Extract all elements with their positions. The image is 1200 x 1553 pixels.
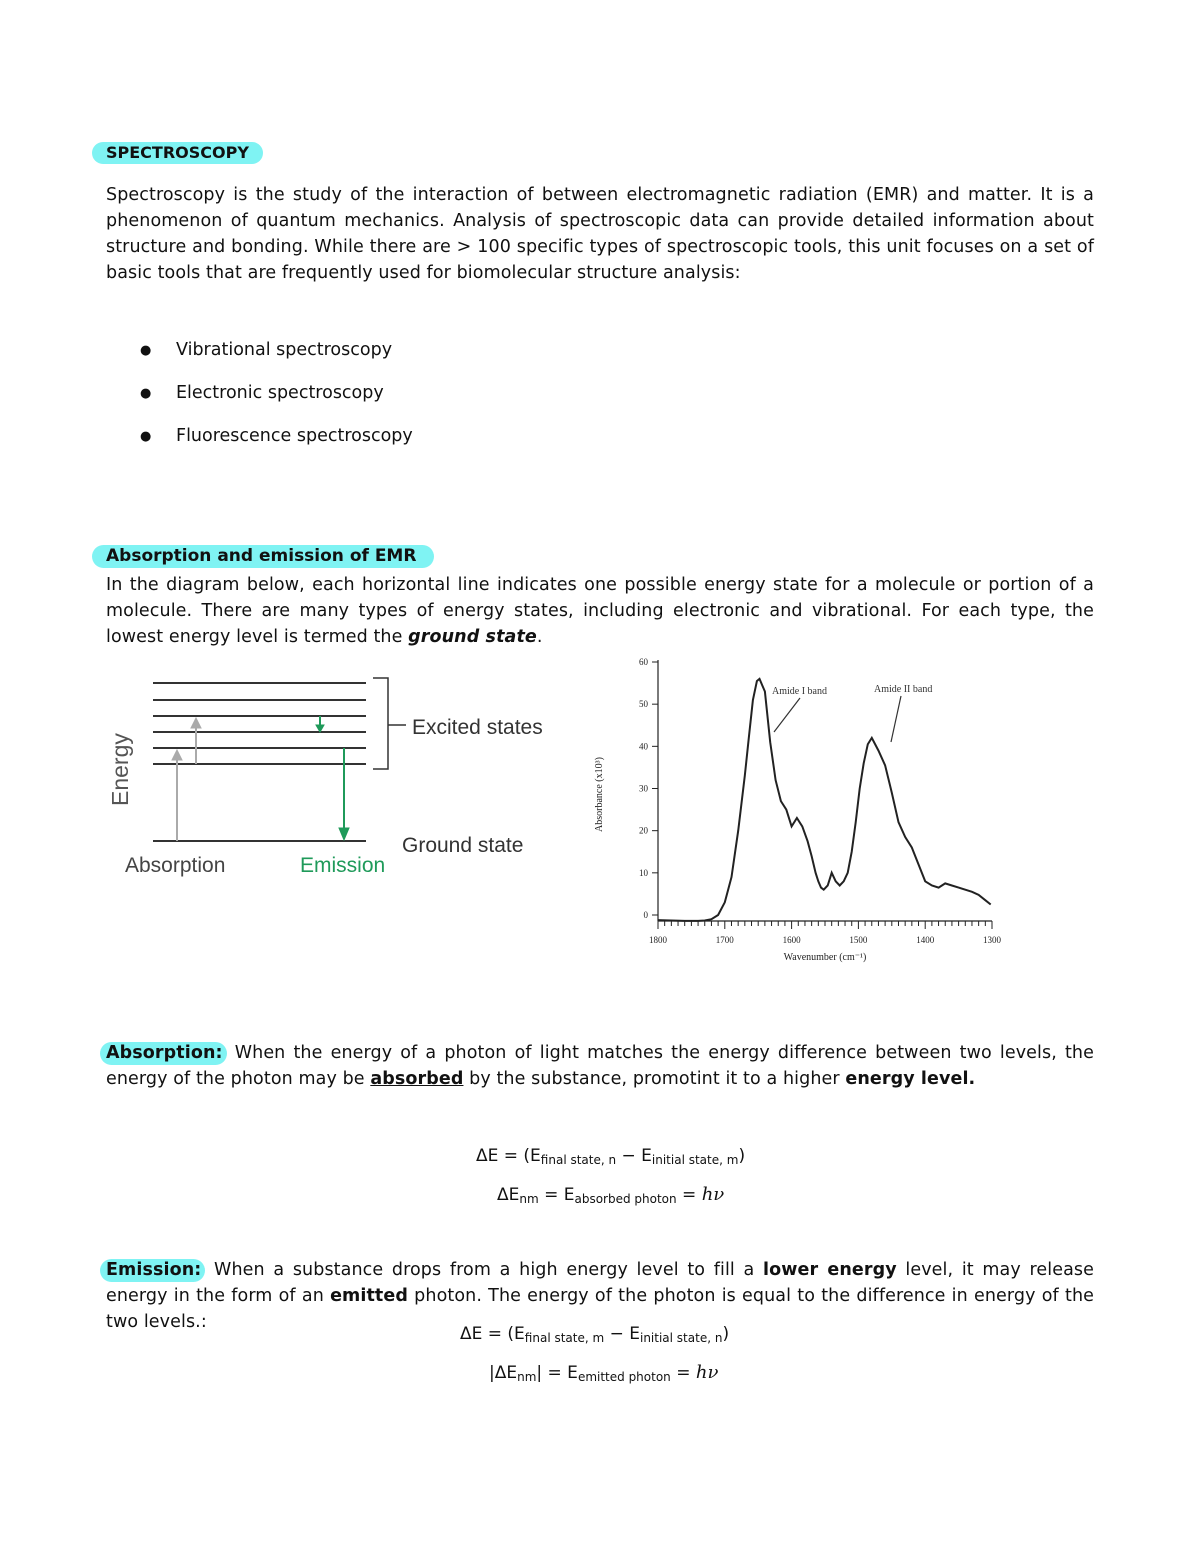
x-tick-label: 1600 — [782, 935, 801, 945]
list-item: ● Electronic spectroscopy — [140, 383, 413, 426]
amide-i-annotation: Amide I band — [772, 686, 827, 697]
emission-paragraph: Emission: When a substance drops from a high energy level to fill a lower energy level, it may release energy in the form of an emitted photon. The energy of the photon is equal to the difference in energy of the two levels.: — [106, 1257, 1094, 1335]
section-heading-spectroscopy: SPECTROSCOPY — [92, 143, 263, 162]
y-tick-label: 40 — [639, 741, 648, 752]
absorption-arrows — [172, 718, 201, 841]
x-axis-label: Wavenumber (cm⁻¹) — [783, 952, 867, 963]
x-tick-label: 1500 — [849, 935, 868, 945]
x-tick-label: 1700 — [715, 935, 734, 945]
arrow-head — [172, 750, 182, 760]
spectrum-series-line — [658, 679, 991, 921]
y-tick-label: 0 — [643, 910, 648, 920]
amide-i-pointer — [774, 698, 800, 732]
excited-states-bracket — [373, 678, 388, 769]
emission-label: Emission — [300, 854, 386, 877]
list-item: ● Vibrational spectroscopy — [140, 340, 413, 383]
x-tick-label: 1400 — [916, 935, 935, 945]
energy-states-paragraph: In the diagram below, each horizontal line indicates one possible energy state for a molecule or portion of a molecule. There are many types of energy states, including electronic and vibrational. For each type, the lowest energy level is termed the ground state. — [106, 575, 1094, 647]
absorption-equation-2: $\Delta E_{nm} = E_{absorbed photon} = h\nu$ — [497, 1184, 725, 1206]
arrow-head — [191, 718, 201, 728]
emission-arrows — [316, 716, 349, 840]
x-tick-label: 1300 — [983, 935, 1001, 945]
absorption-term: Absorption: — [100, 1042, 227, 1065]
ground-state-label: Ground state — [402, 834, 524, 857]
emission-equation-1: $\Delta E = (E_{final state, m} - E_{initial state, n})$ — [460, 1324, 730, 1345]
absorption-label: Absorption — [125, 854, 226, 877]
excited-states-label: Excited states — [412, 716, 543, 739]
amide-ii-pointer — [891, 696, 901, 742]
emission-equation-2: $|\Delta E_{nm}| = E_{emitted photon} = h\nu$ — [489, 1362, 719, 1384]
excited-levels — [153, 683, 366, 841]
arrow-head — [339, 828, 349, 840]
y-tick-label: 20 — [639, 825, 648, 836]
ground-state-term: ground state — [408, 627, 537, 647]
amide-ii-annotation: Amide II band — [874, 684, 933, 695]
y-tick-label: 30 — [639, 783, 648, 794]
ir-spectrum-chart — [580, 652, 1020, 970]
emission-term: Emission: — [100, 1259, 205, 1282]
absorbed-term: absorbed — [370, 1069, 464, 1089]
arrow-head — [316, 725, 324, 732]
y-tick-label: 50 — [639, 699, 648, 710]
y-tick-label: 10 — [639, 867, 648, 878]
energy-level-diagram — [100, 670, 560, 890]
absorption-equation-1: $\Delta E = (E_{final state, n} - E_{initial state, m})$ — [476, 1146, 746, 1167]
spectroscopy-types-list — [140, 340, 413, 469]
list-item: ● Fluorescence spectroscopy — [140, 426, 413, 469]
spectroscopy-paragraph: Spectroscopy is the study of the interaction of between electromagnetic radiation (EMR) and matter. It is a phenomenon of quantum mechanics. Analysis of spectroscopic data can provide detailed information about structure and bonding. While there are > 100 specific types of spectroscopic tools, this unit focuses on a set of basic tools that are frequently used for biomolecular structure analysis: — [106, 185, 1094, 283]
absorption-paragraph: Absorption: When the energy of a photon of light matches the energy difference between two levels, the energy of the photon may be absorbed by the substance, promotint it to a higher energy level. — [106, 1040, 1094, 1092]
energy-axis-label: Energy — [107, 733, 133, 806]
y-axis-label: Absorbance (x10³) — [594, 757, 605, 832]
section-heading-absorption-emission: Absorption and emission of EMR — [92, 546, 434, 566]
x-tick-label: 1800 — [649, 935, 667, 945]
y-tick-label: 60 — [639, 657, 648, 667]
